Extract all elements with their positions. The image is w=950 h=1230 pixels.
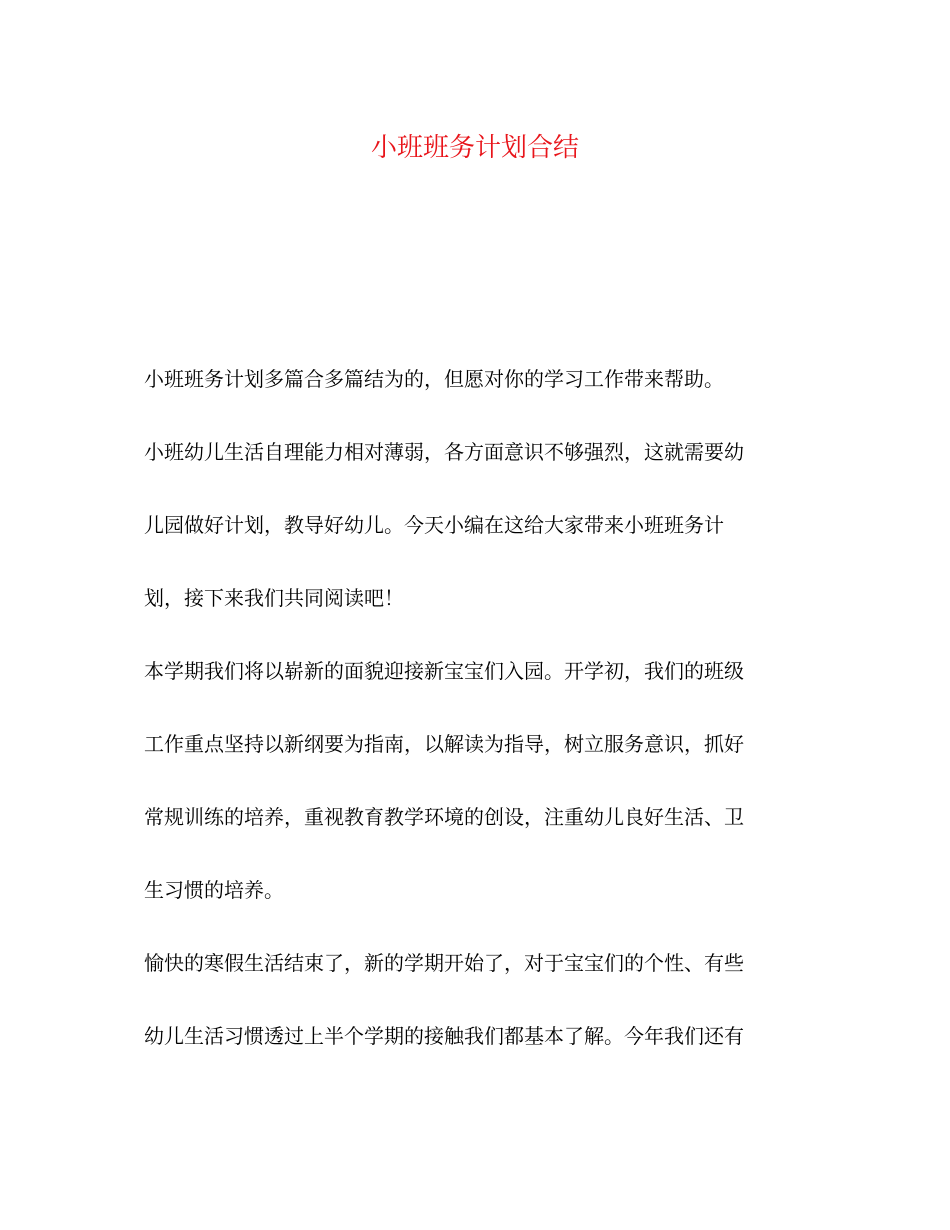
intro-line-1: 小班班务计划多篇合多篇结为的，但愿对你的学习工作带来帮助。	[144, 367, 724, 391]
paragraph-1-line-1: 小班幼儿生活自理能力相对薄弱，各方面意识不够强烈，这就需要幼	[144, 440, 744, 464]
paragraph-1-line-2: 儿园做好计划，教导好幼儿。今天小编在这给大家带来小班班务计	[144, 513, 724, 537]
paragraph-2-line-1: 本学期我们将以崭新的面貌迎接新宝宝们入园。开学初，我们的班级	[144, 659, 744, 683]
paragraph-2-line-2: 工作重点坚持以新纲要为指南，以解读为指导，树立服务意识，抓好	[144, 732, 744, 756]
paragraph-2-line-3: 常规训练的培养，重视教育教学环境的创设，注重幼儿良好生活、卫	[144, 805, 744, 829]
document-title: 小班班务计划合结	[370, 133, 579, 163]
paragraph-3-line-2: 幼儿生活习惯透过上半个学期的接触我们都基本了解。今年我们还有	[144, 1024, 744, 1048]
paragraph-2-line-4: 生习惯的培养。	[144, 878, 284, 902]
paragraph-1-line-3: 划，接下来我们共同阅读吧！	[144, 586, 404, 610]
paragraph-3-line-1: 愉快的寒假生活结束了，新的学期开始了，对于宝宝们的个性、有些	[144, 951, 744, 975]
